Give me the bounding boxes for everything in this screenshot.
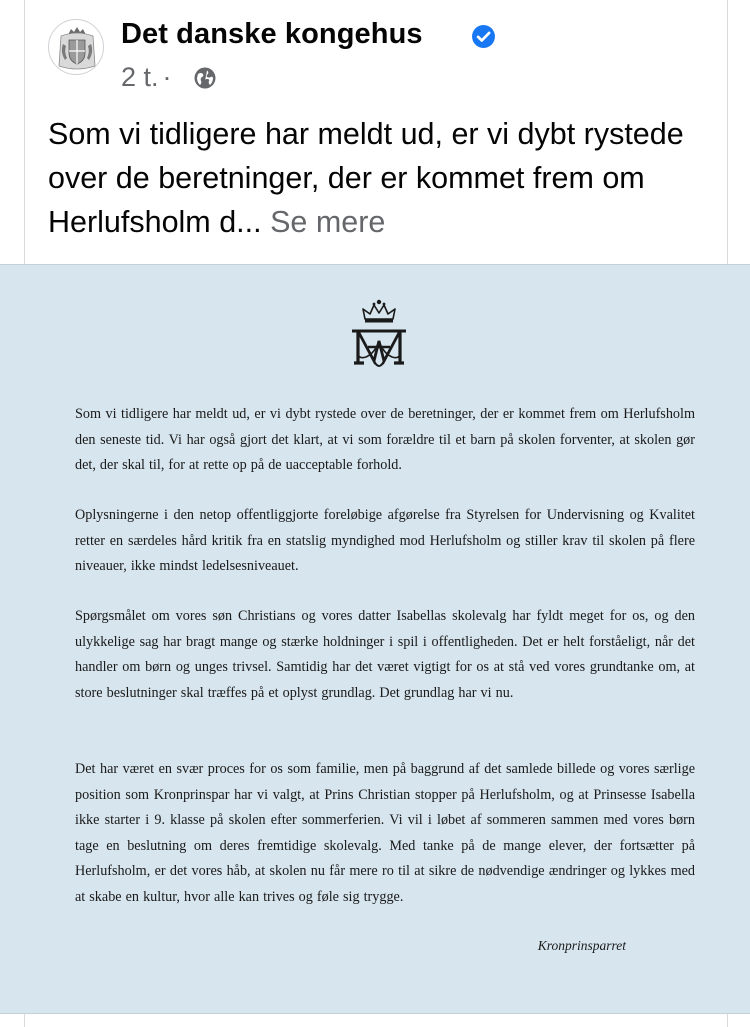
- letter-signature: Kronprinsparret: [537, 938, 626, 953]
- post-meta: [121, 62, 175, 93]
- letter-paragraph: Som vi tidligere har meldt ud, er vi dybt rystede over de beretninger, der er kommet frem om Herlufsholm den seneste tid. Vi har også gjort det klart, at vi som forældre til et barn på skolen forventer, at skolen gør det, der skal til, for at rette op på de uacceptable forhold.: [75, 406, 695, 474]
- royal-coat-of-arms-icon: [49, 20, 104, 75]
- letter-paragraph: Spørgsmålet om vores søn Christians og vores datter Isabellas skolevalg har fyldt meget for os, og den ulykkelige sag har bragt mange og stærke holdninger i spil i offentligheden. Det er helt forståeligt, når det handler om børn og unges trivsel. Samtidig har det været vigtigt for os at stå ved vores grundtanke om, at store beslutninger skal træffes på et oplyst grundlag. Det grundlag har vi nu.: [75, 608, 695, 701]
- page-avatar[interactable]: [48, 19, 104, 75]
- post-image[interactable]: [0, 264, 750, 1014]
- crowned-monogram-icon: [344, 297, 414, 373]
- letter-paragraph: Oplysningerne i den netop offentliggjorte foreløbige afgørelse fra Styrelsen for Undervisning og Kvalitet retter en særdeles hård kritik fra en statslig myndighed mod Herlufsholm og stiller krav til skolen på flere niveauer, ikke mindst ledelsesniveauet.: [75, 507, 695, 575]
- globe-icon[interactable]: [193, 66, 217, 90]
- see-more-link[interactable]: Se mere: [270, 205, 386, 239]
- meta-separator: ·: [162, 62, 172, 92]
- verified-badge-icon: [471, 24, 496, 49]
- post-timestamp[interactable]: 2 t.: [121, 62, 159, 92]
- post-header: [24, 14, 724, 104]
- page-name[interactable]: Det danske kongehus: [121, 18, 423, 50]
- letter-paragraph: Det har været en svær proces for os som familie, men på baggrund af det samlede billede og vores særlige position som Kronprinspar har vi valgt, at Prins Christian stopper på Herlufsholm, og at Prinsesse Isabella ikke starter i 9. klasse på skolen efter sommerferien. Vi vil i løbet af sommeren sammen med vores børn tage en beslutning om deres fremtidige skolevalg. Med tanke på de mange elever, der fortsætter på Herlufsholm, er det vores håb, at skolen nu får mere ro til at sikre de nødvendige ændringer og lykkes med at skabe en kultur, hvor alle kan trives og føle sig trygge.: [75, 761, 695, 905]
- post-caption: [48, 112, 708, 244]
- caption-text: Som vi tidligere har meldt ud, er vi dybt rystede over de beretninger, der er kommet frem om Herlufsholm d...: [48, 117, 684, 239]
